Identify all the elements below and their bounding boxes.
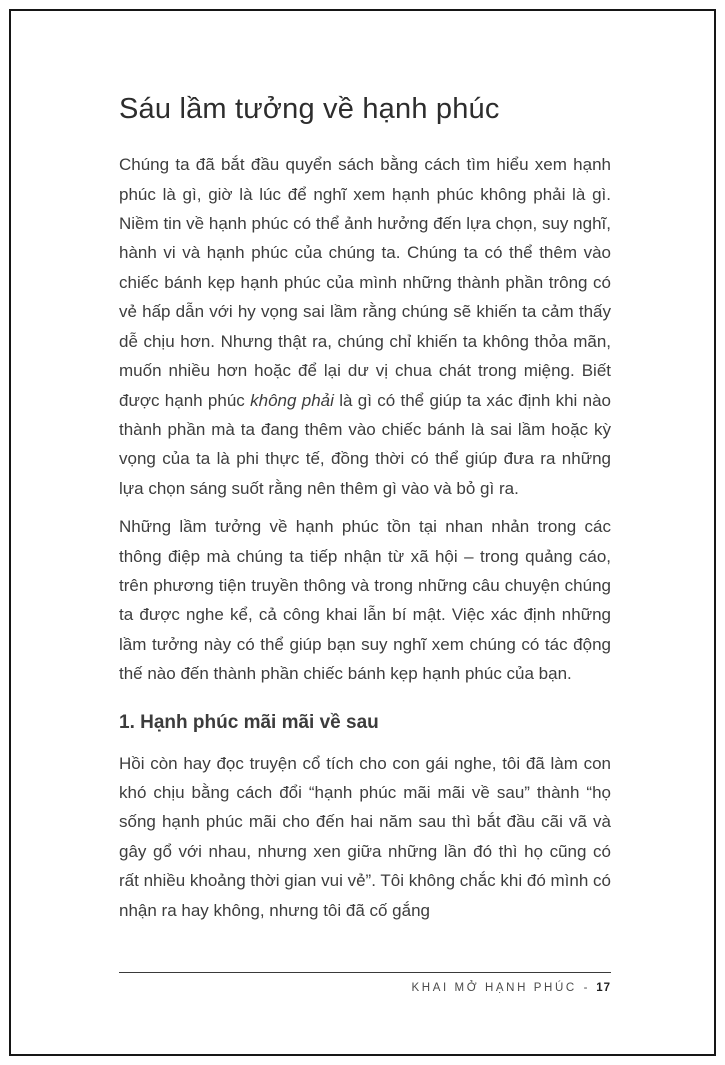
page-border [9,9,716,1056]
italic-phrase: không phải [250,390,334,410]
page-content [119,91,611,934]
chapter-title: Sáu lầm tưởng về hạnh phúc [119,93,500,125]
footer-book-title: KHAI MỞ HẠNH PHÚC [411,982,577,994]
section-heading: 1. Hạnh phúc mãi mãi về sau [119,711,379,733]
footer-page-number: 17 [596,982,611,994]
paragraph-myths: Những lầm tưởng về hạnh phúc tồn tại nhan nhản trong các thông điệp mà chúng ta tiếp nhận từ xã hội – trong quảng cáo, trên phương tiện truyền thông và trong những câu chuyện chúng ta được nghe kể, cả công khai lẫn bí mật. Việc xác định những lầm tưởng này có thể giúp bạn suy nghĩ xem chúng có tác động thế nào đến thành phần chiếc bánh kẹp hạnh phúc của bạn. [119,517,611,684]
paragraph-intro [119,150,611,503]
paragraph-text: Chúng ta đã bắt đầu quyển sách bằng cách tìm hiểu xem hạnh phúc là gì, giờ là lúc để nghĩ xem hạnh phúc không phải là gì. Niềm tin về hạnh phúc có thể ảnh hưởng đến lựa chọn, suy nghĩ, hành vi và hạnh phúc của chúng ta. Chúng ta có thể thêm vào chiếc bánh kẹp hạnh phúc của mình những thành phần trông có vẻ hấp dẫn với hy vọng sai lầm rằng chúng sẽ khiến ta cảm thấy dễ chịu hơn. Nhưng thật ra, chúng chỉ khiến ta không thỏa mãn, muốn nhiều hơn hoặc để lại dư vị chua chát trong miệng. Biết được hạnh phúc [119,155,611,410]
footer-separator: - [583,982,589,994]
paragraph-section1: Hồi còn hay đọc truyện cổ tích cho con gái nghe, tôi đã làm con khó chịu bằng cách đổi “hạnh phúc mãi mãi về sau” thành “họ sống hạnh phúc mãi cho đến hai năm sau thì bắt đầu cãi vã và gây gổ với nhau, nhưng xen giữa những lần đó thì họ cũng có rất nhiều khoảng thời gian vui vẻ”. Tôi không chắc khi đó mình có nhận ra hay không, nhưng tôi đã cố gắng [119,753,611,920]
paragraph-text: là gì có thể giúp ta xác định khi nào thành phần mà ta đang thêm vào chiếc bánh là sai lầm hoặc kỳ vọng của ta là phi thực tế, đồng thời có thể giúp đưa ra những lựa chọn sáng suốt rằng nên thêm gì vào và bỏ gì ra. [119,390,611,498]
page-footer [119,972,611,994]
